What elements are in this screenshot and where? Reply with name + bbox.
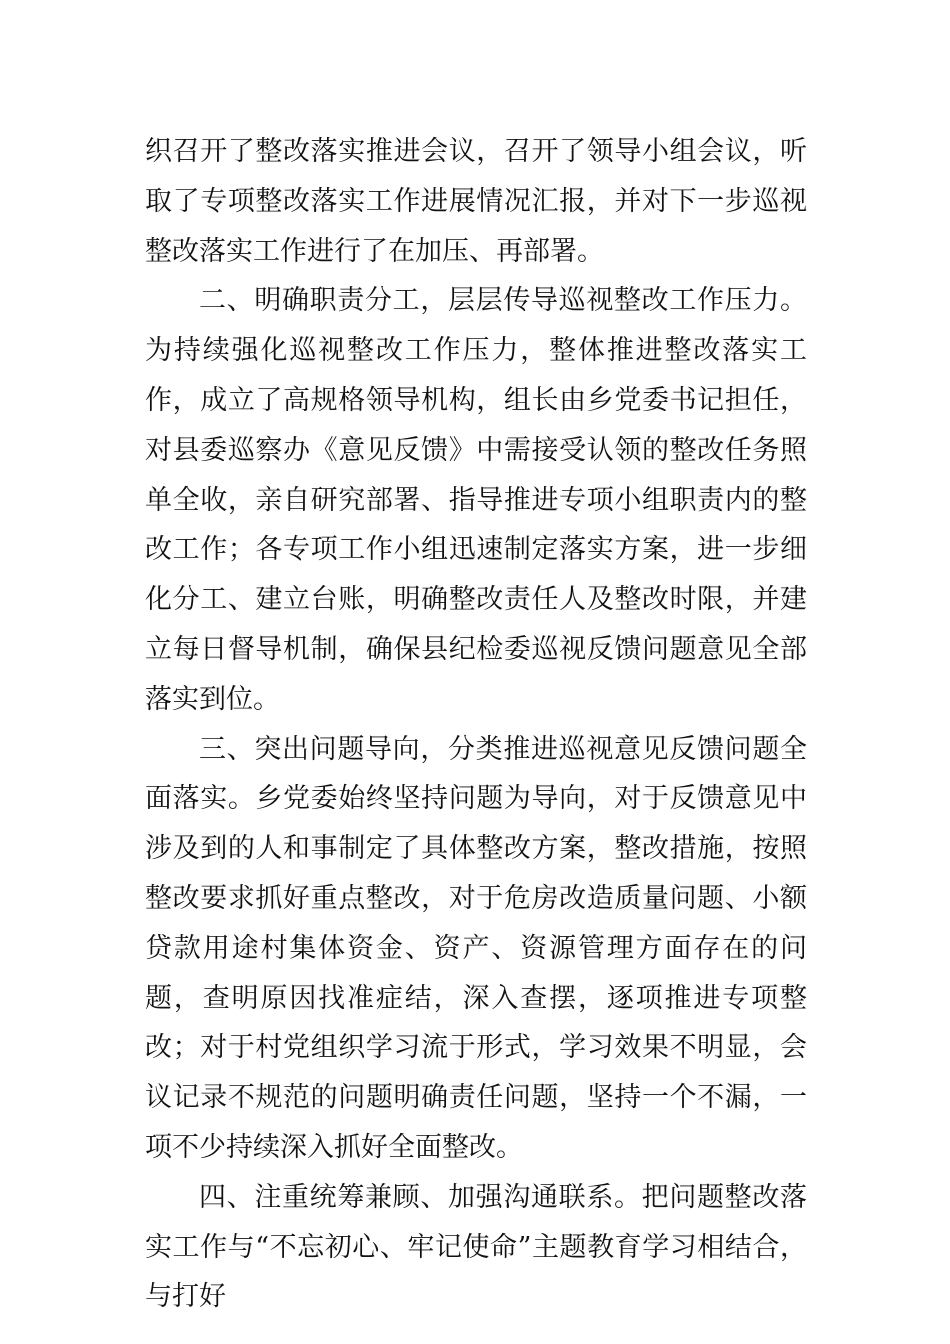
- paragraph-continued: 织召开了整改落实推进会议，召开了领导小组会议，听取了专项整改落实工作进展情况汇报，并对下一步巡视整改落实工作进行了在加压、再部署。: [145, 136, 807, 267]
- paragraph-section-two: 二、明确职责分工，层层传导巡视整改工作压力。为持续强化巡视整改工作压力，整体推进整改落实工作，成立了高规格领导机构，组长由乡党委书记担任，对县委巡察办《意见反馈》中需接受认领的整改任务照单全收，亲自研究部署、指导推进专项小组职责内的整改工作；各专项工作小组迅速制定落实方案，进一步细化分工、建立台账，明确整改责任人及整改时限，并建立每日督导机制，确保县纪检委巡视反馈问题意见全部落实到位。: [145, 285, 807, 715]
- paragraph-section-four: 四、注重统筹兼顾、加强沟通联系。把问题整改落实工作与“不忘初心、牢记使命”主题教育学习相结合，与打好: [145, 1181, 807, 1313]
- document-body: [145, 127, 807, 1322]
- paragraph-section-three: 三、突出问题导向，分类推进巡视意见反馈问题全面落实。乡党委始终坚持问题为导向，对于反馈意见中涉及到的人和事制定了具体整改方案，整改措施，按照整改要求抓好重点整改，对于危房改造质量问题、小额贷款用途村集体资金、资产、资源管理方面存在的问题，查明原因找准症结，深入查摆，逐项推进专项整改；对于村党组织学习流于形式，学习效果不明显，会议记录不规范的问题明确责任问题，坚持一个不漏，一项不少持续深入抓好全面整改。: [145, 733, 807, 1163]
